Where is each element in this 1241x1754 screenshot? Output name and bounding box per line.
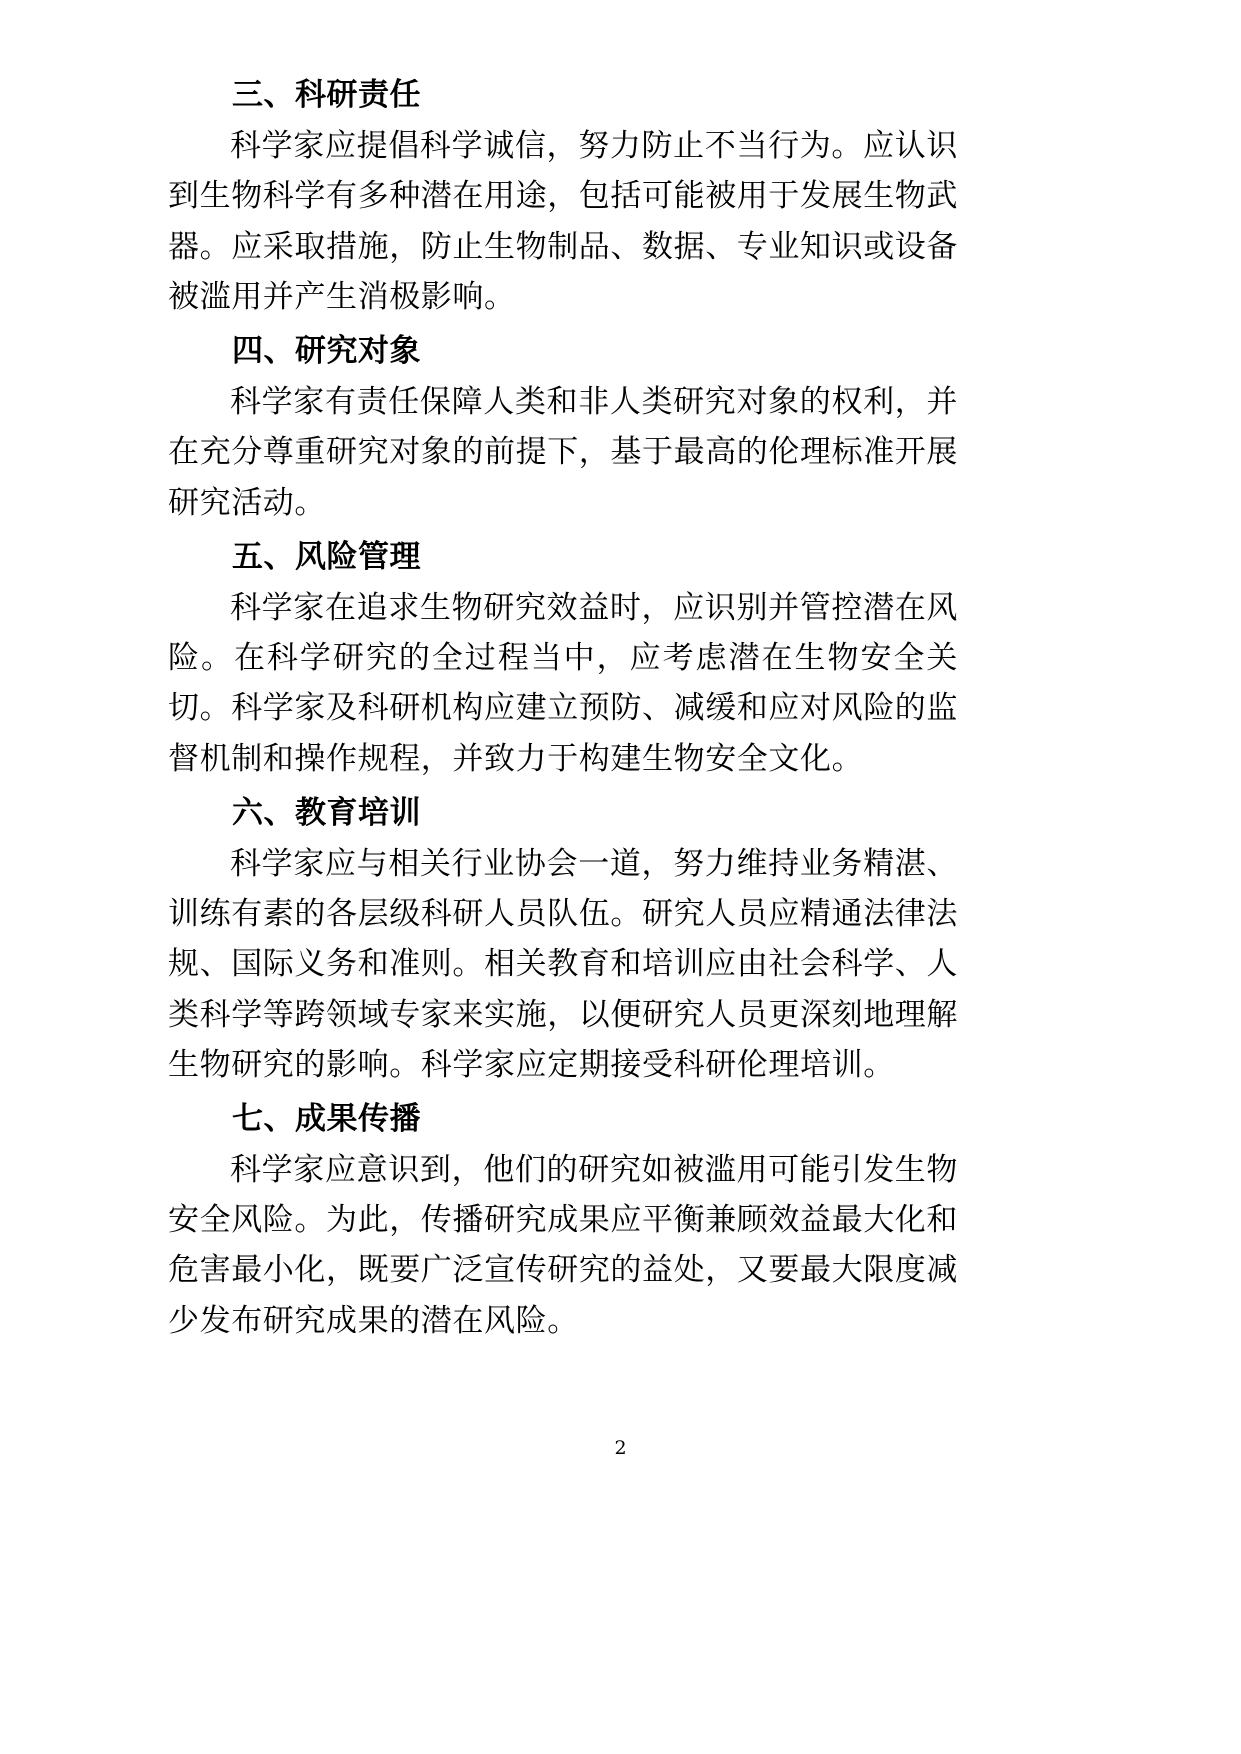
section-heading: 六、教育培训 xyxy=(232,794,421,831)
section-paragraph: 科学家应意识到，他们的研究如被滥用可能引发生物安全风险。为此，传播研究成果应平衡兼顾效益最大化和危害最小化，既要广泛宣传研究的益处，又要最大限度减少发布研究成果的潜在风险。 xyxy=(168,1152,958,1339)
section-paragraph: 科学家有责任保障人类和非人类研究对象的权利，并在充分尊重研究对象的前提下，基于最高的伦理标准开展研究活动。 xyxy=(168,384,958,521)
section-heading: 七、成果传播 xyxy=(232,1100,421,1137)
section-research-subjects xyxy=(168,328,958,528)
section-heading: 四、研究对象 xyxy=(232,332,421,369)
section-paragraph: 科学家应提倡科学诚信，努力防止不当行为。应认识到生物科学有多种潜在用途，包括可能被用于发展生物武器。应采取措施，防止生物制品、数据、专业知识或设备被滥用并产生消极影响。 xyxy=(168,128,958,315)
section-paragraph: 科学家在追求生物研究效益时，应识别并管控潜在风险。在科学研究的全过程当中，应考虑潜在生物安全关切。科学家及科研机构应建立预防、减缓和应对风险的监督机制和操作规程，并致力于构建生物安全文化。 xyxy=(168,589,958,777)
section-scientific-responsibility xyxy=(168,72,958,322)
page-number: 2 xyxy=(614,1437,627,1459)
section-paragraph: 科学家应与相关行业协会一道，努力维持业务精湛、训练有素的各层级科研人员队伍。研究人员应精通法律法规、国际义务和准则。相关教育和培训应由社会科学、人类科学等跨领域专家来实施，以便研究人员更深刻地理解生物研究的影响。科学家应定期接受科研伦理培训。 xyxy=(168,845,958,1083)
section-education-training xyxy=(168,790,958,1090)
document-body xyxy=(168,72,958,1352)
section-heading: 五、风险管理 xyxy=(232,538,421,575)
section-results-dissemination xyxy=(168,1096,958,1346)
section-heading: 三、科研责任 xyxy=(232,77,421,113)
section-risk-management xyxy=(168,534,958,784)
